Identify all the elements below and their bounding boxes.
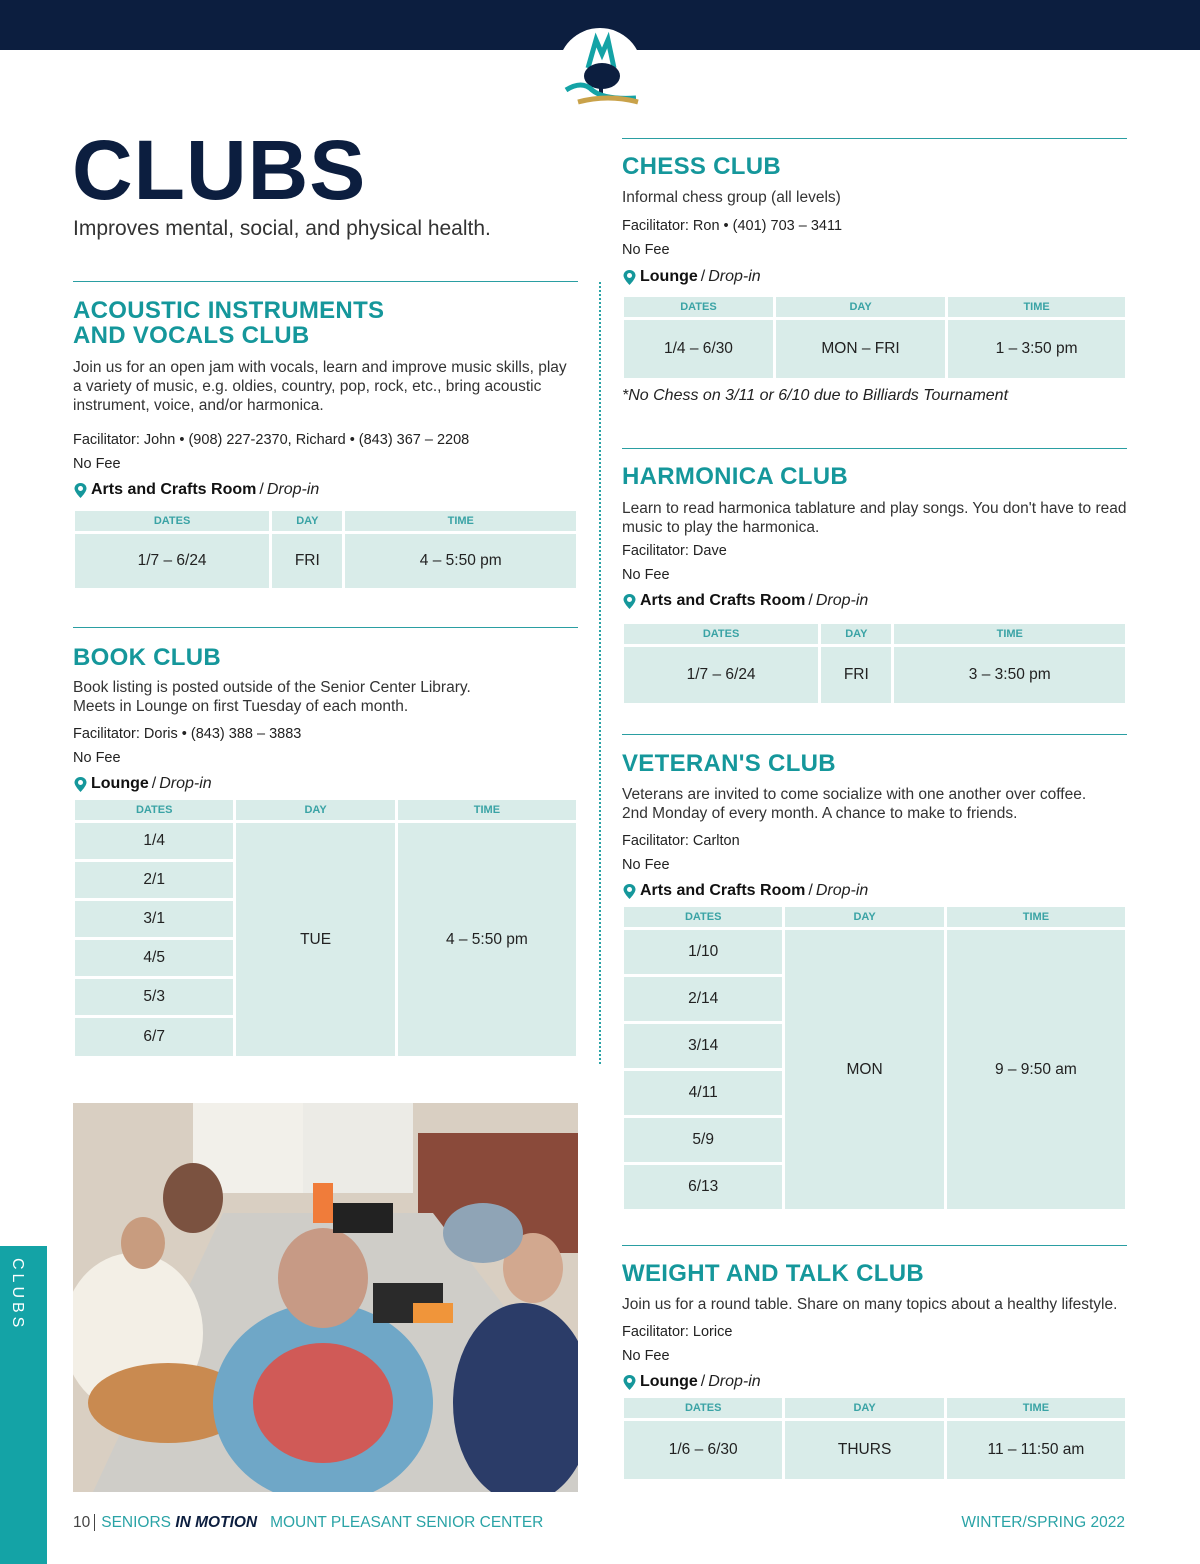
location-pin-icon [622,883,637,900]
dates-cell: 6/7 [75,1018,233,1056]
club-fee: No Fee [622,1348,670,1364]
description-line: Meets in Lounge on first Tuesday of each month. [73,698,409,715]
time-header: TIME [345,511,576,531]
club-title-line: AND VOCALS CLUB [73,322,310,349]
dates-cell: 3/1 [75,901,233,937]
page-title: CLUBS [72,123,367,217]
location-pin-icon [622,1374,637,1391]
club-facilitator: Facilitator: Dave [622,543,727,559]
dates-header: DATES [624,907,782,927]
dates-cell: 2/14 [624,977,782,1021]
time-header: TIME [894,624,1125,644]
schedule-table [72,797,579,1059]
time-header: TIME [398,800,576,820]
club-fee: No Fee [73,750,121,766]
dates-cell: 5/9 [624,1118,782,1162]
weight-talk-club-section [622,1261,1127,1482]
dates-cell: 4/11 [624,1071,782,1115]
club-facilitator: Facilitator: Lorice [622,1324,733,1340]
dates-header: DATES [624,297,773,317]
club-fee: No Fee [622,857,670,873]
club-title: VETERAN'S CLUB [622,750,836,777]
day-cell: THURS [785,1421,943,1479]
chess-club-section [622,154,1127,405]
divider [73,281,578,282]
club-fee: No Fee [622,242,670,258]
day-header: DAY [821,624,891,644]
time-cell: 3 – 3:50 pm [894,647,1125,703]
dates-cell: 1/10 [624,930,782,974]
schedule-table [621,1395,1128,1482]
club-facilitator: Facilitator: Ron • (401) 703 – 3411 [622,218,843,234]
club-description: Join us for an open jam with vocals, learn and improve music skills, play a variety of music, e.g. oldies, country, pop, rock, etc., bring acoustic instrument, voice, and/or harmonica. [73,359,567,414]
club-room: Arts and Crafts Room [640,592,806,609]
club-title-line: ACOUSTIC INSTRUMENTS [73,297,385,324]
club-location: Arts and Crafts Room / Drop-in [622,882,1127,900]
club-room: Arts and Crafts Room [640,882,806,899]
day-cell: MON – FRI [776,320,945,378]
club-fee: No Fee [622,567,670,583]
section-side-tab [0,1246,47,1564]
dates-cell: 1/7 – 6/24 [624,647,818,703]
club-note: *No Chess on 3/11 or 6/10 due to Billiards Tournament [622,387,1009,404]
page-number: 10 [73,1514,91,1531]
club-title: HARMONICA CLUB [622,463,848,490]
column-separator [599,282,601,1064]
club-room: Arts and Crafts Room [91,481,257,498]
dates-cell: 3/14 [624,1024,782,1068]
club-mode: Drop-in [708,268,761,285]
club-photo [73,1103,578,1492]
time-cell: 1 – 3:50 pm [948,320,1125,378]
description-line: 2nd Monday of every month. A chance to make to friends. [622,805,1018,822]
schedule-table [621,294,1128,381]
club-title [73,298,578,348]
club-description: Join us for a round table. Share on many topics about a healthy lifestyle. [622,1296,1118,1313]
club-description: Learn to read harmonica tablature and play songs. You don't have to read music to play the harmonica. [622,500,1127,536]
club-description [73,678,578,716]
time-cell: 11 – 11:50 am [947,1421,1125,1479]
center-logo [558,28,642,112]
club-room: Lounge [91,775,149,792]
dates-header: DATES [624,624,818,644]
club-room: Lounge [640,1373,698,1390]
club-facilitator: Facilitator: Doris • (843) 388 – 3883 [73,726,302,742]
club-facilitator: Facilitator: John • (908) 227-2370, Richard • (843) 367 – 2208 [73,432,470,448]
location-pin-icon [622,269,637,286]
club-mode: Drop-in [815,592,869,609]
club-mode: Drop-in [708,1373,761,1390]
day-header: DAY [785,907,943,927]
dates-cell: 1/4 [75,823,233,859]
veteran-club-section [622,751,1127,1212]
divider [622,138,1127,139]
divider [622,448,1127,449]
club-description: Informal chess group (all levels) [622,189,841,206]
publication-name: SENIORS [101,1514,176,1531]
dates-cell: 1/6 – 6/30 [624,1421,782,1479]
description-line: Book listing is posted outside of the Senior Center Library. [73,679,471,696]
dates-cell: 5/3 [75,979,233,1015]
club-description [622,785,1127,823]
location-pin-icon [622,593,637,610]
club-location: Arts and Crafts Room / Drop-in [73,481,578,499]
club-location: Arts and Crafts Room / Drop-in [622,592,1127,610]
footer-left [73,1514,543,1532]
day-header: DAY [776,297,945,317]
footer-separator [94,1514,95,1531]
dates-cell: 1/4 – 6/30 [624,320,773,378]
publication-name-emphasis: IN MOTION [175,1514,258,1531]
day-header: DAY [236,800,394,820]
day-cell: MON [785,930,943,1209]
club-location: Lounge / Drop-in [622,268,1127,286]
club-mode: Drop-in [815,882,869,899]
dates-header: DATES [75,511,269,531]
location-pin-icon [73,482,88,499]
club-mode: Drop-in [159,775,212,792]
page-subtitle: Improves mental, social, and physical health. [73,217,491,240]
club-location: Lounge / Drop-in [73,775,578,793]
footer-season: WINTER/SPRING 2022 [961,1514,1125,1531]
day-cell: FRI [272,534,342,588]
description-line: Veterans are invited to come socialize with one another over coffee. [622,786,1087,803]
club-location: Lounge / Drop-in [622,1373,1127,1391]
time-header: TIME [948,297,1125,317]
organization-name: MOUNT PLEASANT SENIOR CENTER [270,1514,544,1531]
dates-header: DATES [624,1398,782,1418]
dates-cell: 6/13 [624,1165,782,1209]
book-club-section [73,645,578,1059]
dates-cell: 4/5 [75,940,233,976]
schedule-table [621,621,1128,706]
dates-cell: 2/1 [75,862,233,898]
day-cell: TUE [236,823,394,1056]
time-cell: 4 – 5:50 pm [345,534,576,588]
schedule-table [72,508,579,591]
day-header: DAY [785,1398,943,1418]
harmonica-club-section [622,464,1127,706]
divider [73,627,578,628]
time-cell: 9 – 9:50 am [947,930,1125,1209]
acoustic-club-section [73,298,578,591]
divider [622,1245,1127,1246]
club-facilitator: Facilitator: Carlton [622,833,740,849]
dates-header: DATES [75,800,233,820]
divider [622,734,1127,735]
time-cell: 4 – 5:50 pm [398,823,576,1056]
time-header: TIME [947,907,1125,927]
day-header: DAY [272,511,342,531]
club-mode: Drop-in [266,481,320,498]
dates-cell: 1/7 – 6/24 [75,534,269,588]
day-cell: FRI [821,647,891,703]
side-tab-label: CLUBS [9,1258,26,1332]
time-header: TIME [947,1398,1125,1418]
club-title: WEIGHT AND TALK CLUB [622,1260,924,1287]
club-fee: No Fee [73,456,121,472]
club-title: BOOK CLUB [73,644,222,671]
schedule-table [621,904,1128,1212]
location-pin-icon [73,776,88,793]
club-title: CHESS CLUB [622,153,782,180]
club-room: Lounge [640,268,698,285]
